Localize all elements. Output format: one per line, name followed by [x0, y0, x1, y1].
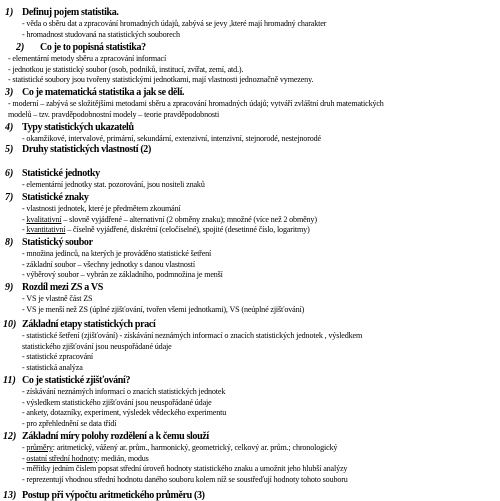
line-text: - jednotkou je statistický soubor (osob, podniků, institucí, zvířat, zemí, atd.).	[8, 64, 244, 74]
line-bullet: -	[22, 443, 27, 452]
underlined-term: kvalitativní	[26, 214, 62, 224]
question-heading: Statistické jednotky	[22, 168, 100, 179]
answer-line	[22, 134, 321, 144]
line-bullet: -	[22, 453, 27, 463]
line-bullet: -	[22, 225, 27, 235]
line-text: - okamžikové, intervalové, primární, sekundární, extenzivní, intenzivní, stejnorodé, nestejnorodé	[22, 134, 321, 143]
question-heading: Typy statistických ukazatelů	[22, 122, 134, 133]
answer-line	[22, 225, 310, 235]
underlined-term: kvantitativní	[26, 225, 66, 235]
line-text: - pro zpřehlednění se data třídí	[22, 418, 117, 428]
answer-line	[22, 464, 347, 474]
line-text: – číselně vyjádřené, diskrétní (celočíselné), spojité (desetinné číslo, logaritmy)	[65, 225, 310, 235]
item-number: 13)	[3, 490, 17, 501]
answer-line	[22, 419, 116, 429]
item-number: 4)	[5, 122, 14, 133]
item-number: 11)	[3, 375, 16, 386]
line-text: - vlastnosti jednotek, které je předmětem zkoumání	[22, 204, 181, 213]
line-text: - statistické soubory jsou tvořeny statistickými jednotkami, mají vlastnosti jednoznačně vymezeny.	[8, 75, 314, 85]
question-heading: Co je statistické zjišťování?	[22, 375, 131, 386]
answer-line	[8, 110, 219, 120]
answer-line	[22, 398, 212, 408]
question-heading: Co je to popisná statistika?	[40, 42, 146, 53]
answer-line	[22, 30, 180, 40]
answer-line	[8, 99, 384, 109]
answer-line	[22, 249, 211, 259]
question-heading: Co je matematická statistika a jak se dělí.	[22, 87, 185, 98]
answer-line	[22, 204, 181, 214]
line-text: modelů – tzv. pravděpodobnostní modely – teorie pravděpodobnosti	[8, 109, 220, 119]
line-text: - ankety, dotazníky, experiment, výsledek vědeckého experimentu	[22, 408, 227, 418]
answer-line	[22, 215, 317, 225]
answer-line	[8, 65, 243, 75]
line-text: - statistické zpracování	[22, 352, 94, 362]
answer-line	[22, 260, 195, 270]
question-heading: Postup při výpočtu aritmetického průměru (3)	[22, 490, 205, 501]
line-text: : aritmetický, vážený ar. prům., harmonický, geometrický, celkový ar. prům.; chronologický	[52, 443, 338, 452]
item-number: 6)	[5, 168, 14, 179]
line-bullet: -	[22, 214, 27, 224]
answer-line	[22, 270, 223, 280]
line-text: - množina jedinců, na kterých je prováděno statistické šetření	[22, 249, 212, 258]
line-text: - moderní – zabývá se složitějšími metodami sběru a zpracování hromadných údajů; vytváří zvláštní druh matematických	[8, 99, 384, 108]
item-number: 3)	[5, 87, 14, 98]
line-text: statistického zjišťování jsou neuspořádané údaje	[22, 341, 172, 351]
answer-line	[22, 387, 225, 397]
item-number: 9)	[5, 282, 14, 293]
question-heading: Rozdíl mezi ZS a VS	[22, 282, 103, 293]
question-heading: Druhy statistických vlastností (2)	[22, 144, 151, 155]
line-text: - výsledkem statistického zjišťování jsou neuspořádané údaje	[22, 397, 212, 407]
line-text: - reprezentují vhodnou střední hodnotu daného souboru kolem níž se soustřeďují hodnoty tohoto souboru	[22, 474, 348, 484]
question-heading: Definuj pojem statistika.	[22, 7, 119, 18]
answer-line	[22, 180, 205, 190]
line-text: – slovně vyjádřené – alternativní (2 obměny znaku); množné (více než 2 obměny)	[61, 214, 317, 224]
answer-line	[22, 443, 337, 453]
line-text: - hromadnost studovaná na statistických souborech	[22, 29, 180, 39]
item-number: 10)	[3, 319, 17, 330]
item-number: 7)	[5, 192, 14, 203]
line-text: - získávání neznámých informací o znacích statistických jednotek	[22, 387, 226, 396]
line-text: - věda o sběru dat a zpracování hromadných údajů, zabývá se jevy ,které mají hromadný charakter	[22, 19, 327, 28]
line-text: - statistická analýza	[22, 362, 83, 372]
line-text: - statistické šetření (zjišťování) - získávání neznámých informací o znacích statistických jednotek , výsledkem	[22, 331, 363, 340]
answer-line	[22, 454, 149, 464]
answer-line	[22, 475, 348, 485]
answer-line	[22, 331, 362, 341]
answer-line	[22, 342, 172, 352]
answer-line	[22, 352, 93, 362]
answer-line	[22, 408, 226, 418]
underlined-term: ostatní střední hodnoty	[26, 453, 98, 463]
line-text: - elementární jednotky stat. pozorování, jsou nositeli znaků	[22, 180, 205, 189]
line-text: - výběrový soubor – vybrán ze základního, podmnožina je menší	[22, 270, 223, 280]
underlined-term: průměry	[26, 443, 53, 452]
item-number: 12)	[3, 431, 17, 442]
answer-line	[22, 19, 326, 29]
item-number: 5)	[5, 144, 14, 155]
line-text: - měřítky jedním číslem popsat střední úroveň hodnoty statistického znaku a umožnit jeho hlubší analýzy	[22, 464, 348, 474]
question-heading: Základní etapy statistických prací	[22, 319, 156, 330]
item-number: 8)	[5, 237, 14, 248]
answer-line	[22, 363, 83, 373]
line-text: - elementární metody sběru a zpracování informací	[8, 54, 167, 63]
answer-line	[22, 294, 92, 304]
question-heading: Statistické znaky	[22, 192, 89, 203]
answer-line	[8, 54, 166, 64]
item-number: 1)	[5, 7, 14, 18]
answer-line	[22, 305, 304, 315]
line-text: : medián, modus	[97, 453, 149, 463]
question-heading: Statistický soubor	[22, 237, 93, 248]
line-text: - VS je menší než ZS (úplné zjišťování, tvořen všemi jednotkami), VS (neúplné zjišťování)	[22, 304, 305, 314]
item-number: 2)	[16, 42, 25, 53]
answer-line	[8, 75, 313, 85]
line-text: - VS je vlastně část ZS	[22, 294, 93, 303]
question-heading: Základní míry polohy rozdělení a k čemu slouží	[22, 431, 209, 442]
line-text: - základní soubor – všechny jednotky s danou vlastností	[22, 259, 195, 269]
